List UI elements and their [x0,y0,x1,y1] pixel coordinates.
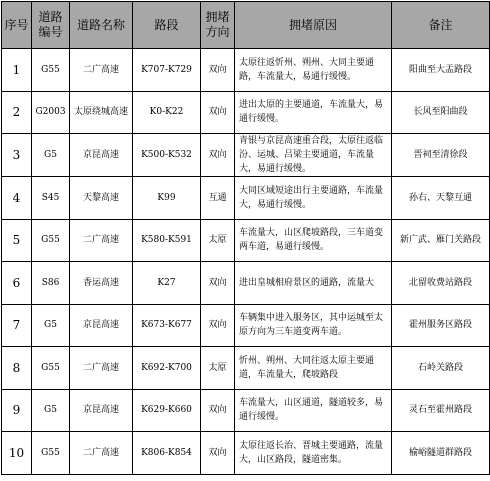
cell-reason: 大同区域短途出行主要通路，车流量大，易通行缓慢。 [235,177,392,220]
cell-reason: 车流量大，山区通道，隧道较多，易通行缓慢。 [235,389,392,432]
cell-index: 7 [2,304,32,347]
table-row [2,304,490,347]
cell-direction: 双向 [201,262,235,305]
cell-road-name: 太原绕城高速 [70,91,133,134]
table-row [2,219,490,262]
cell-road-name: 二广高速 [70,432,133,475]
cell-direction: 互通 [201,177,235,220]
cell-section: K692-K700 [133,347,201,390]
cell-direction: 太原 [201,347,235,390]
header-direction: 拥堵方向 [201,2,235,49]
cell-reason: 忻州、朔州、大同往返太原主要通道，车流量大，爬坡路段 [235,347,392,390]
cell-road-name: 二广高速 [70,219,133,262]
cell-road-code: S45 [32,177,70,220]
cell-road-code: G55 [32,49,70,92]
cell-note: 阳曲至大盂路段 [392,49,490,92]
cell-index: 10 [2,432,32,475]
cell-road-code: G55 [32,219,70,262]
cell-direction: 双向 [201,389,235,432]
cell-index: 6 [2,262,32,305]
cell-section: K806-K854 [133,432,201,475]
cell-note: 石岭关路段 [392,347,490,390]
cell-note: 霍州服务区路段 [392,304,490,347]
cell-section: K673-K677 [133,304,201,347]
header-road-code: 道路编号 [32,2,70,49]
header-reason: 拥堵原因 [235,2,392,49]
cell-direction: 双向 [201,91,235,134]
cell-index: 8 [2,347,32,390]
cell-section: K629-K660 [133,389,201,432]
table-row [2,177,490,220]
cell-section: K99 [133,177,201,220]
cell-reason: 进出皇城相府景区的通路，流量大 [235,262,392,305]
cell-index: 4 [2,177,32,220]
cell-section: K707-K729 [133,49,201,92]
cell-section: K500-K532 [133,134,201,177]
header-row [2,2,490,49]
cell-note: 北留收费站路段 [392,262,490,305]
table-row [2,347,490,390]
cell-direction: 双向 [201,134,235,177]
cell-reason: 太原往返长治、晋城主要通路，流量大，山区路段，隧道密集。 [235,432,392,475]
cell-reason: 进出太原的主要通道，车流量大，易通行缓慢。 [235,91,392,134]
cell-note: 长风至阳曲段 [392,91,490,134]
header-section: 路段 [133,2,201,49]
cell-road-name: 京昆高速 [70,134,133,177]
cell-direction: 太原 [201,219,235,262]
cell-reason: 车辆集中进入服务区，其中运城至太原方向为三车道变两车道。 [235,304,392,347]
cell-road-name: 香运高速 [70,262,133,305]
cell-road-code: G5 [32,134,70,177]
header-index: 序号 [2,2,32,49]
cell-road-name: 天黎高速 [70,177,133,220]
cell-note: 榆峪隧道群路段 [392,432,490,475]
cell-direction: 双向 [201,304,235,347]
cell-direction: 双向 [201,49,235,92]
congestion-table [1,1,490,475]
cell-road-name: 二广高速 [70,347,133,390]
table-row [2,91,490,134]
cell-index: 9 [2,389,32,432]
table-row [2,262,490,305]
cell-road-code: G2003 [32,91,70,134]
cell-road-code: S86 [32,262,70,305]
cell-road-name: 京昆高速 [70,304,133,347]
table-row [2,389,490,432]
cell-road-name: 二广高速 [70,49,133,92]
table-row [2,49,490,92]
cell-note: 晋祠至清徐段 [392,134,490,177]
cell-road-code: G5 [32,304,70,347]
cell-reason: 太原往返忻州、朔州、大同主要通路，车流量大，易通行缓慢。 [235,49,392,92]
header-note: 备注 [392,2,490,49]
header-road-name: 道路名称 [70,2,133,49]
cell-index: 2 [2,91,32,134]
cell-index: 3 [2,134,32,177]
cell-section: K580-K591 [133,219,201,262]
table-row [2,432,490,475]
cell-road-name: 京昆高速 [70,389,133,432]
cell-reason: 青银与京昆高速重合段，太原往返临汾、运城、吕梁主要通道，车流量大，易通行缓慢。 [235,134,392,177]
cell-index: 1 [2,49,32,92]
cell-note: 孙右、天黎互通 [392,177,490,220]
cell-road-code: G55 [32,347,70,390]
cell-section: K27 [133,262,201,305]
cell-reason: 车流量大，山区爬坡路段，三车道变两车道，易通行缓慢。 [235,219,392,262]
table-row [2,134,490,177]
cell-index: 5 [2,219,32,262]
cell-section: K0-K22 [133,91,201,134]
cell-road-code: G55 [32,432,70,475]
cell-note: 新广武、雁门关路段 [392,219,490,262]
cell-road-code: G5 [32,389,70,432]
cell-note: 灵石至霍州路段 [392,389,490,432]
cell-direction: 双向 [201,432,235,475]
